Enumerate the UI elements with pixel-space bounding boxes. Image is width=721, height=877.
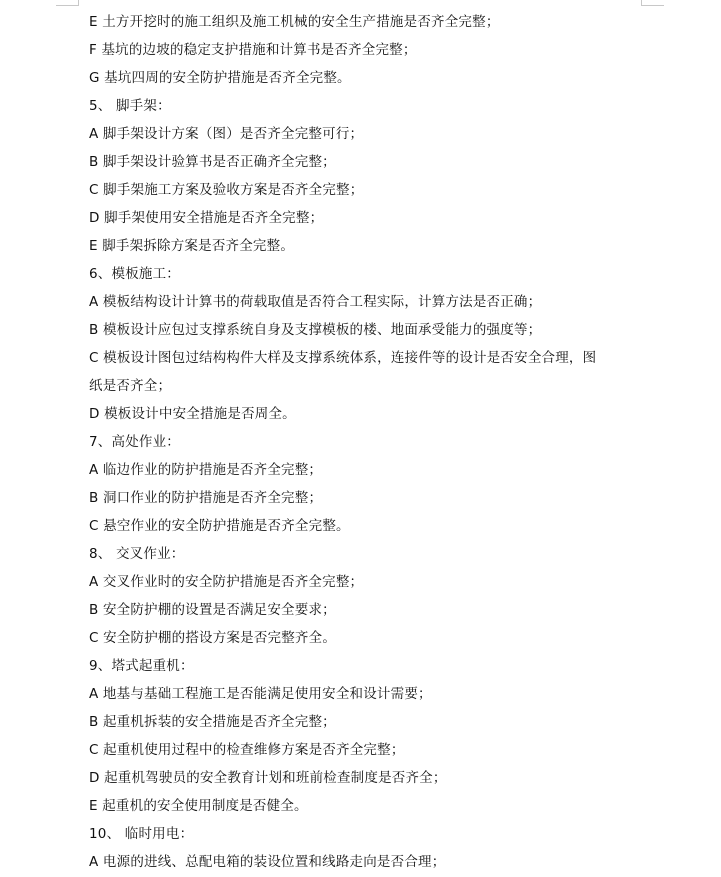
- text-line: D 脚手架使用安全措施是否齐全完整；: [89, 210, 324, 226]
- text-line: 纸是否齐全；: [89, 378, 172, 394]
- text-line: G 基坑四周的安全防护措施是否齐全完整。: [89, 70, 351, 86]
- document-body: [89, 8, 649, 876]
- section-heading: 5、 脚手架：: [89, 98, 171, 114]
- section-heading: 9、塔式起重机：: [89, 658, 194, 674]
- text-line: B 起重机拆装的安全措施是否齐全完整；: [89, 714, 336, 730]
- text-line: A 模板结构设计计算书的荷载取值是否符合工程实际，计算方法是否正确；: [89, 294, 542, 310]
- section-heading: 10、 临时用电：: [89, 826, 194, 842]
- text-line: C 脚手架施工方案及验收方案是否齐全完整；: [89, 182, 364, 198]
- section-heading: 7、高处作业：: [89, 434, 180, 450]
- text-line: A 脚手架设计方案（图）是否齐全完整可行；: [89, 126, 364, 142]
- crop-mark-top-right-horizontal: [641, 5, 664, 6]
- crop-mark-top-left-horizontal: [56, 5, 79, 6]
- text-line: B 安全防护棚的设置是否满足安全要求；: [89, 602, 336, 618]
- text-line: B 模板设计应包过支撑系统自身及支撑模板的楼、地面承受能力的强度等；: [89, 322, 542, 338]
- text-line: C 悬空作业的安全防护措施是否齐全完整。: [89, 518, 350, 534]
- text-line: C 模板设计图包过结构构件大样及支撑系统体系，连接件等的设计是否安全合理，图: [89, 350, 597, 366]
- text-line: A 电源的进线、总配电箱的装设位置和线路走向是否合理；: [89, 854, 446, 870]
- section-heading: 8、 交叉作业：: [89, 546, 185, 562]
- text-line: D 模板设计中安全措施是否周全。: [89, 406, 296, 422]
- text-line: E 脚手架拆除方案是否齐全完整。: [89, 238, 295, 254]
- text-line: E 土方开挖时的施工组织及施工机械的安全生产措施是否齐全完整；: [89, 14, 500, 30]
- section-heading: 6、模板施工：: [89, 266, 180, 282]
- text-line: C 起重机使用过程中的检查维修方案是否齐全完整；: [89, 742, 405, 758]
- text-line: B 洞口作业的防护措施是否齐全完整；: [89, 490, 323, 506]
- text-line: E 起重机的安全使用制度是否健全。: [89, 798, 308, 814]
- text-line: C 安全防护棚的搭设方案是否完整齐全。: [89, 630, 337, 646]
- text-line: A 交叉作业时的安全防护措施是否齐全完整；: [89, 574, 364, 590]
- text-line: A 地基与基础工程施工是否能满足使用安全和设计需要；: [89, 686, 432, 702]
- text-line: F 基坑的边坡的稳定支护措施和计算书是否齐全完整；: [89, 42, 417, 58]
- text-line: B 脚手架设计验算书是否正确齐全完整；: [89, 154, 336, 170]
- text-line: A 临边作业的防护措施是否齐全完整；: [89, 462, 323, 478]
- text-line: D 起重机驾驶员的安全教育计划和班前检查制度是否齐全；: [89, 770, 447, 786]
